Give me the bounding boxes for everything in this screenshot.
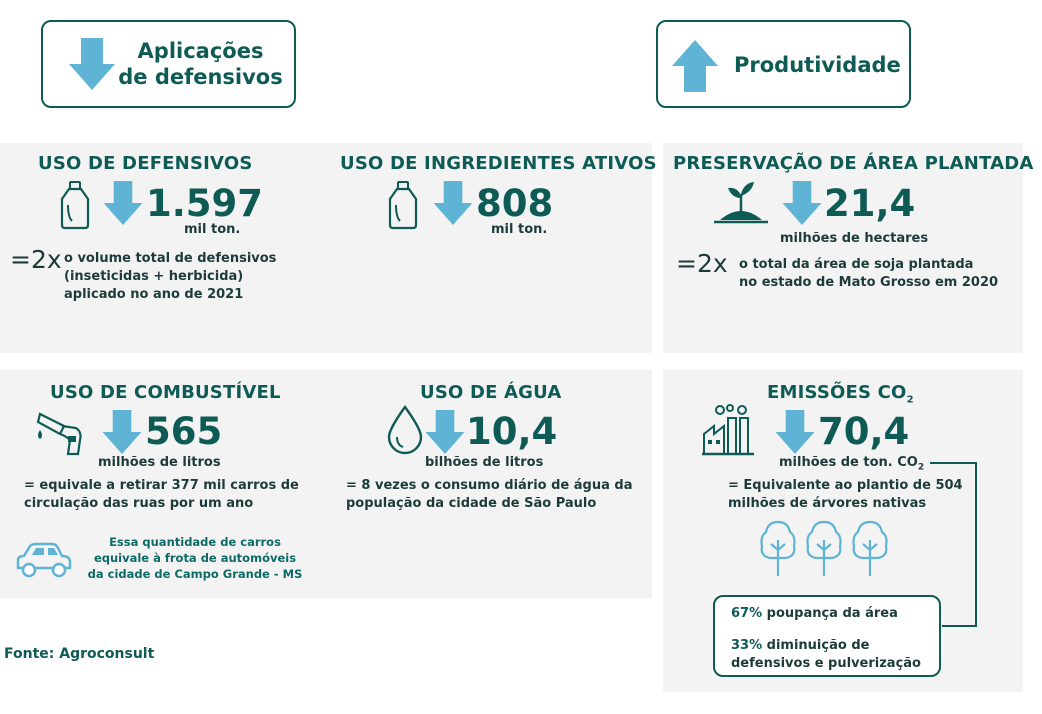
preservacao-unit: milhões de hectares [780,231,929,246]
bottle-icon [388,181,418,229]
uso-defensivos-desc: o volume total de defensivos (inseticidas + herbicida) aplicado no ano de 2021 [64,251,277,302]
car-icon [12,540,74,580]
preservacao-multiplier: =2x [676,249,728,278]
badge-produtividade-title: Produtividade [734,53,901,77]
bottle-icon [60,181,90,229]
agua-title: USO DE ÁGUA [420,382,562,403]
uso-ingredientes-title: USO DE INGREDIENTES ATIVOS [340,153,657,174]
emissoes-value: 70,4 [818,410,910,453]
arrow-down-icon [775,410,815,454]
arrow-down-icon [102,410,142,454]
tree-icon [758,520,798,578]
arrow-down-icon [433,181,473,225]
agua-value: 10,4 [466,410,558,453]
source-label: Fonte: Agroconsult [4,646,155,662]
panel-preservacao [663,143,1023,353]
combustivel-title: USO DE COMBUSTÍVEL [50,382,281,403]
uso-defensivos-multiplier: =2x [10,245,62,274]
preservacao-title: PRESERVAÇÃO DE ÁREA PLANTADA [673,153,1034,174]
sprout-icon [714,180,768,224]
preservacao-desc: o total da área de soja plantada no estado de Mato Grosso em 2020 [739,257,999,290]
badge-produtividade [656,20,911,108]
arrow-down-icon [69,38,115,90]
arrow-up-icon [672,40,718,92]
water-drop-icon [385,405,425,455]
savings-line-2: 33% diminuição de defensivos e pulverização [731,638,921,671]
agua-unit: bilhões de litros [425,455,544,470]
badge-defensivos-title: Aplicações de defensivos [118,39,283,89]
combustivel-note: Essa quantidade de carros equivale à frota de automóveis da cidade de Campo Grande - MS [87,535,303,581]
arrow-down-icon [425,410,465,454]
tree-icon [804,520,844,578]
savings-box [713,595,941,677]
combustivel-value: 565 [145,410,223,453]
uso-ingredientes-unit: mil ton. [491,222,548,237]
emissoes-unit: milhões de ton. $CO_2$ [779,455,925,473]
preservacao-value: 21,4 [824,182,916,225]
uso-defensivos-title: USO DE DEFENSIVOS [38,153,253,174]
uso-ingredientes-value: 808 [476,182,554,225]
uso-defensivos-value: 1.597 [146,182,264,225]
emissoes-desc: = Equivalente ao plantio de 504 milhões de árvores nativas [728,478,963,511]
badge-defensivos [41,20,296,108]
combustivel-desc: = equivale a retirar 377 mil carros de circulação das ruas por um ano [24,478,299,511]
arrow-down-icon [103,181,143,225]
savings-line-1: 67% poupança da área [731,606,898,621]
arrow-down-icon [782,181,822,225]
agua-desc: = 8 vezes o consumo diário de água da população da cidade de São Paulo [346,478,633,511]
emissoes-title: EMISSÕES $CO_2$ [767,382,914,406]
factory-icon [702,404,754,456]
tree-icon [850,520,890,578]
combustivel-unit: milhões de litros [98,455,221,470]
panel-defensivos [0,143,652,353]
fuel-nozzle-icon [34,406,92,458]
uso-defensivos-unit: mil ton. [184,222,241,237]
